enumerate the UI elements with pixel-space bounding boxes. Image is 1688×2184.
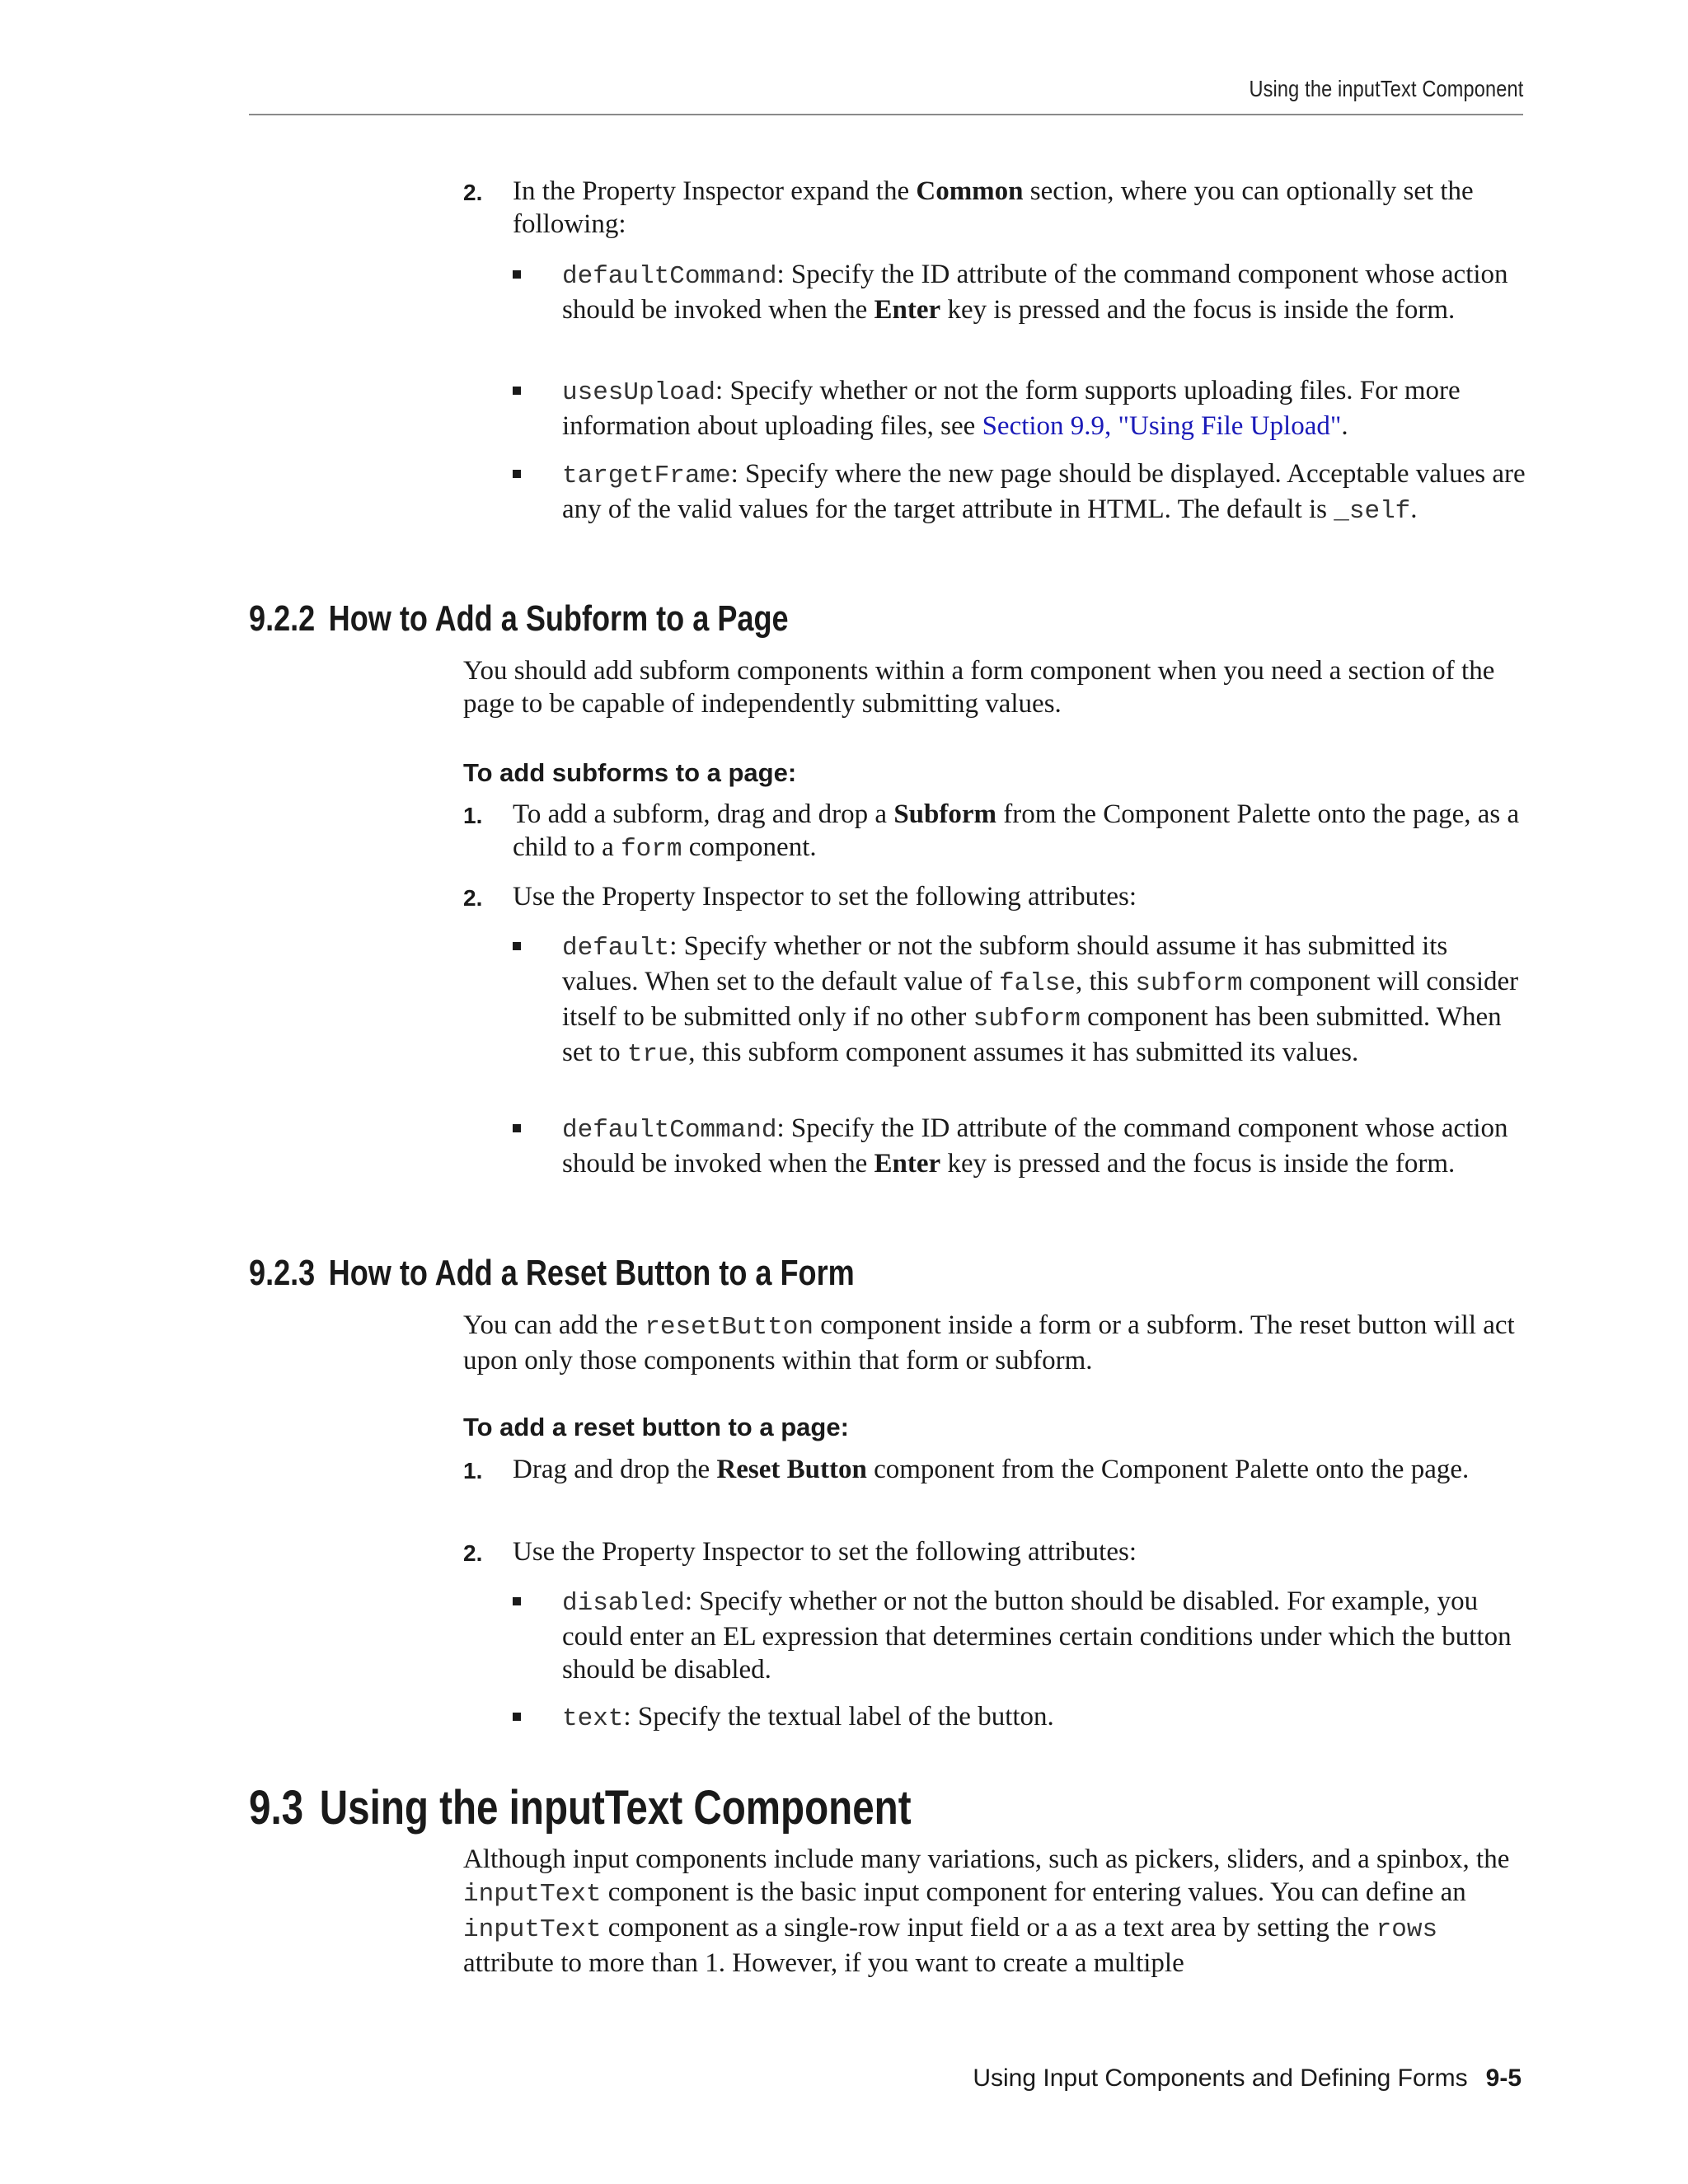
- step-text: Use the Property Inspector to set the following attributes:: [513, 1537, 1137, 1567]
- bullet-default: [513, 930, 1526, 1071]
- step-number: 2.: [463, 1540, 483, 1566]
- section-heading-9-2-2: [249, 598, 789, 640]
- section-title: How to Add a Subform to a Page: [328, 598, 789, 639]
- page-number: 9-5: [1485, 2064, 1522, 2092]
- bullet-default-command: [513, 258, 1526, 326]
- step-2-common: [463, 175, 1526, 241]
- section-title: How to Add a Reset Button to a Form: [328, 1253, 855, 1293]
- step-text: Drag and drop the Reset Button component from the Component Palette onto the page.: [513, 1455, 1470, 1484]
- bullet-text: defaultCommand: Specify the ID attribute of the command component whose action should be invoked when the Enter key is pressed and the focus is inside the form.: [562, 260, 1508, 325]
- step-text: In the Property Inspector expand the Common section, where you can optionally set the following:: [513, 176, 1474, 239]
- bullet-default-command-subform: [513, 1112, 1526, 1180]
- section-number: 9.2.3: [249, 1253, 316, 1293]
- bullet-mark: [513, 1124, 521, 1132]
- procedure-title: To add subforms to a page:: [463, 758, 797, 787]
- footer-chapter-title: Using Input Components and Defining Forms: [973, 2064, 1468, 2092]
- section-number: 9.3: [249, 1781, 304, 1835]
- step-1-add-subform: [463, 798, 1526, 866]
- step-number: 1.: [463, 803, 483, 828]
- step-2-set-attributes: [463, 1535, 1526, 1568]
- section-intro: You can add the resetButton component inside a form or a subform. The reset button will act upon only those components within that form or subform.: [463, 1310, 1515, 1376]
- section-heading-9-2-3: [249, 1253, 855, 1294]
- bullet-target-frame: [513, 457, 1526, 528]
- bullet-text: defaultCommand: Specify the ID attribute of the command component whose action should be invoked when the Enter key is pressed and the focus is inside the form.: [562, 1113, 1508, 1179]
- page-footer: [973, 2064, 1522, 2093]
- step-1-drag-reset-button: [463, 1453, 1526, 1486]
- bullet-mark: [513, 387, 521, 395]
- bullet-disabled: [513, 1585, 1526, 1686]
- bullet-text: targetFrame: Specify where the new page should be displayed. Acceptable values are any of the valid values for the target attribute in HTML. The default is _self.: [562, 459, 1526, 526]
- section-intro: Although input components include many variations, such as pickers, sliders, and a spinbox, the inputText component is the basic input component for entering values. You can define an inputText component as a single-row input field or a as a text area by setting the rows attribute to more than 1. However, if you want to create a multiple: [463, 1844, 1510, 1978]
- bullet-text: text: Specify the textual label of the button.: [562, 1702, 1054, 1733]
- bullet-text: usesUpload: Specify whether or not the form supports uploading files. For more information about uploading files, see Section 9.9, "Using File Upload".: [562, 376, 1461, 441]
- running-header: [249, 76, 1523, 115]
- step-number: 1.: [463, 1458, 483, 1483]
- bullet-mark: [513, 1597, 521, 1605]
- bullet-mark: [513, 470, 521, 478]
- step-text: To add a subform, drag and drop a Subform from the Component Palette onto the page, as a child to a form component.: [513, 799, 1520, 864]
- step-number: 2.: [463, 180, 483, 205]
- bullet-mark: [513, 1713, 521, 1721]
- running-header-title: Using the inputText Component: [1248, 76, 1523, 101]
- bullet-text-attribute: [513, 1700, 1526, 1736]
- bullet-text: disabled: Specify whether or not the button should be disabled. For example, you could enter an EL expression that determines certain conditions under which the button should be disabled.: [562, 1586, 1512, 1685]
- step-number: 2.: [463, 885, 483, 911]
- section-heading-9-3: [249, 1780, 912, 1835]
- section-title: Using the inputText Component: [319, 1781, 912, 1835]
- bullet-uses-upload: [513, 374, 1526, 443]
- step-text: Use the Property Inspector to set the following attributes:: [513, 882, 1137, 912]
- bullet-mark: [513, 270, 521, 279]
- bullet-text: default: Specify whether or not the subform should assume it has submitted its values. When set to the default value of false, this subform component will consider itself to be submitted only if no other subform component has been submitted. When set to true, this subform component assumes it has submitted its values.: [562, 931, 1519, 1069]
- procedure-title: To add a reset button to a page:: [463, 1413, 849, 1441]
- step-2-set-attributes: [463, 880, 1526, 913]
- section-intro: You should add subform components within a form component when you need a section of the page to be capable of independently submitting values.: [463, 656, 1495, 719]
- section-number: 9.2.2: [249, 598, 316, 639]
- bullet-mark: [513, 942, 521, 950]
- section-9-9-link[interactable]: Section 9.9, "Using File Upload": [982, 411, 1342, 441]
